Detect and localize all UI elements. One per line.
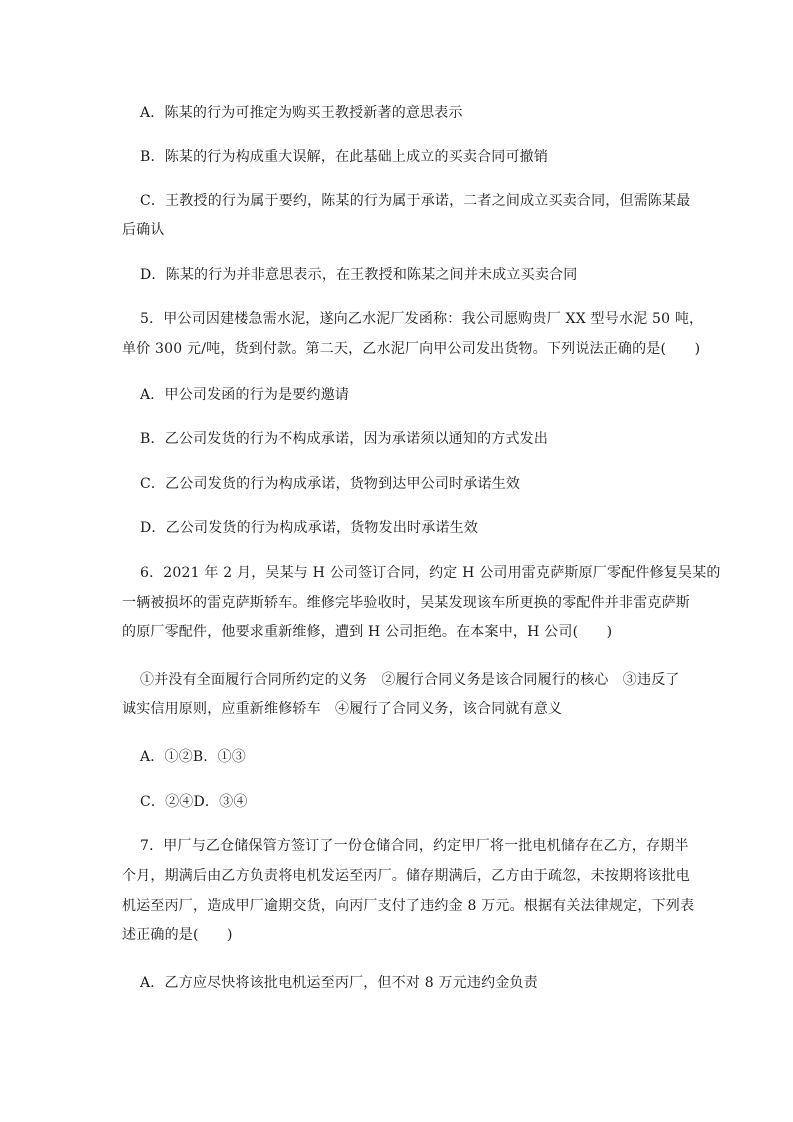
option-c-q5: C．乙公司发货的行为构成承诺，货物到达甲公司时承诺生效 [140,476,521,492]
question-7-line-3: 机运至丙厂，造成甲厂逾期交货，向丙厂支付了违约金 8 万元。根据有关法律规定，下列表 [122,898,695,914]
question-6-statements-line-1: ①并没有全面履行合同所约定的义务 ②履行合同义务是该合同履行的核心 ③违反了 [140,672,680,688]
option-ab-q6: A．①②B．①③ [140,749,246,765]
option-b-q4: B．陈某的行为构成重大误解，在此基础上成立的买卖合同可撤销 [140,149,549,165]
question-7-line-4: 述正确的是( ) [122,927,233,943]
option-a-q7: A．乙方应尽快将该批电机运至丙厂，但不对 8 万元违约金负责 [140,975,538,991]
question-5-line-2: 单价 300 元/吨，货到付款。第二天，乙水泥厂向甲公司发出货物。下列说法正确的是( ) [122,341,701,357]
option-b-q5: B．乙公司发货的行为不构成承诺，因为承诺须以通知的方式发出 [140,431,549,447]
question-6-statements-line-2: 诚实信用原则，应重新维修轿车 ④履行了合同义务，该合同就有意义 [122,701,563,717]
question-5-line-1: 5．甲公司因建楼急需水泥，遂向乙水泥厂发函称：我公司愿购贵厂 XX 型号水泥 50 吨， [140,311,704,327]
question-6-line-2: 一辆被损坏的雷克萨斯轿车。维修完毕验收时，吴某发现该车所更换的零配件并非雷克萨斯 [122,595,690,611]
option-c-q4-cont: 后确认 [122,222,165,238]
question-6-line-1: 6．2021 年 2 月，吴某与 H 公司签订合同，约定 H 公司用雷克萨斯原厂零配件修复吴某的 [140,565,721,581]
option-d-q5: D．乙公司发货的行为构成承诺，货物发出时承诺生效 [140,520,479,536]
question-7-line-2: 个月，期满后由乙方负责将电机发运至丙厂。储存期满后，乙方由于疏忽，未按期将该批电 [122,868,690,884]
option-a-q4: A．陈某的行为可推定为购买王教授新著的意思表示 [140,105,463,121]
option-c-q4: C．王教授的行为属于要约，陈某的行为属于承诺，二者之间成立买卖合同，但需陈某最 [140,193,691,209]
question-7-line-1: 7．甲厂与乙仓储保管方签订了一份仓储合同，约定甲厂将一批电机储存在乙方，存期半 [140,838,689,854]
question-6-line-3: 的原厂零配件，他要求重新维修，遭到 H 公司拒绝。在本案中，H 公司( ) [122,624,613,640]
option-d-q4: D．陈某的行为并非意思表示，在王教授和陈某之间并未成立买卖合同 [140,267,578,283]
option-cd-q6: C．②④D．③④ [140,794,248,810]
option-a-q5: A．甲公司发函的行为是要约邀请 [140,387,350,403]
